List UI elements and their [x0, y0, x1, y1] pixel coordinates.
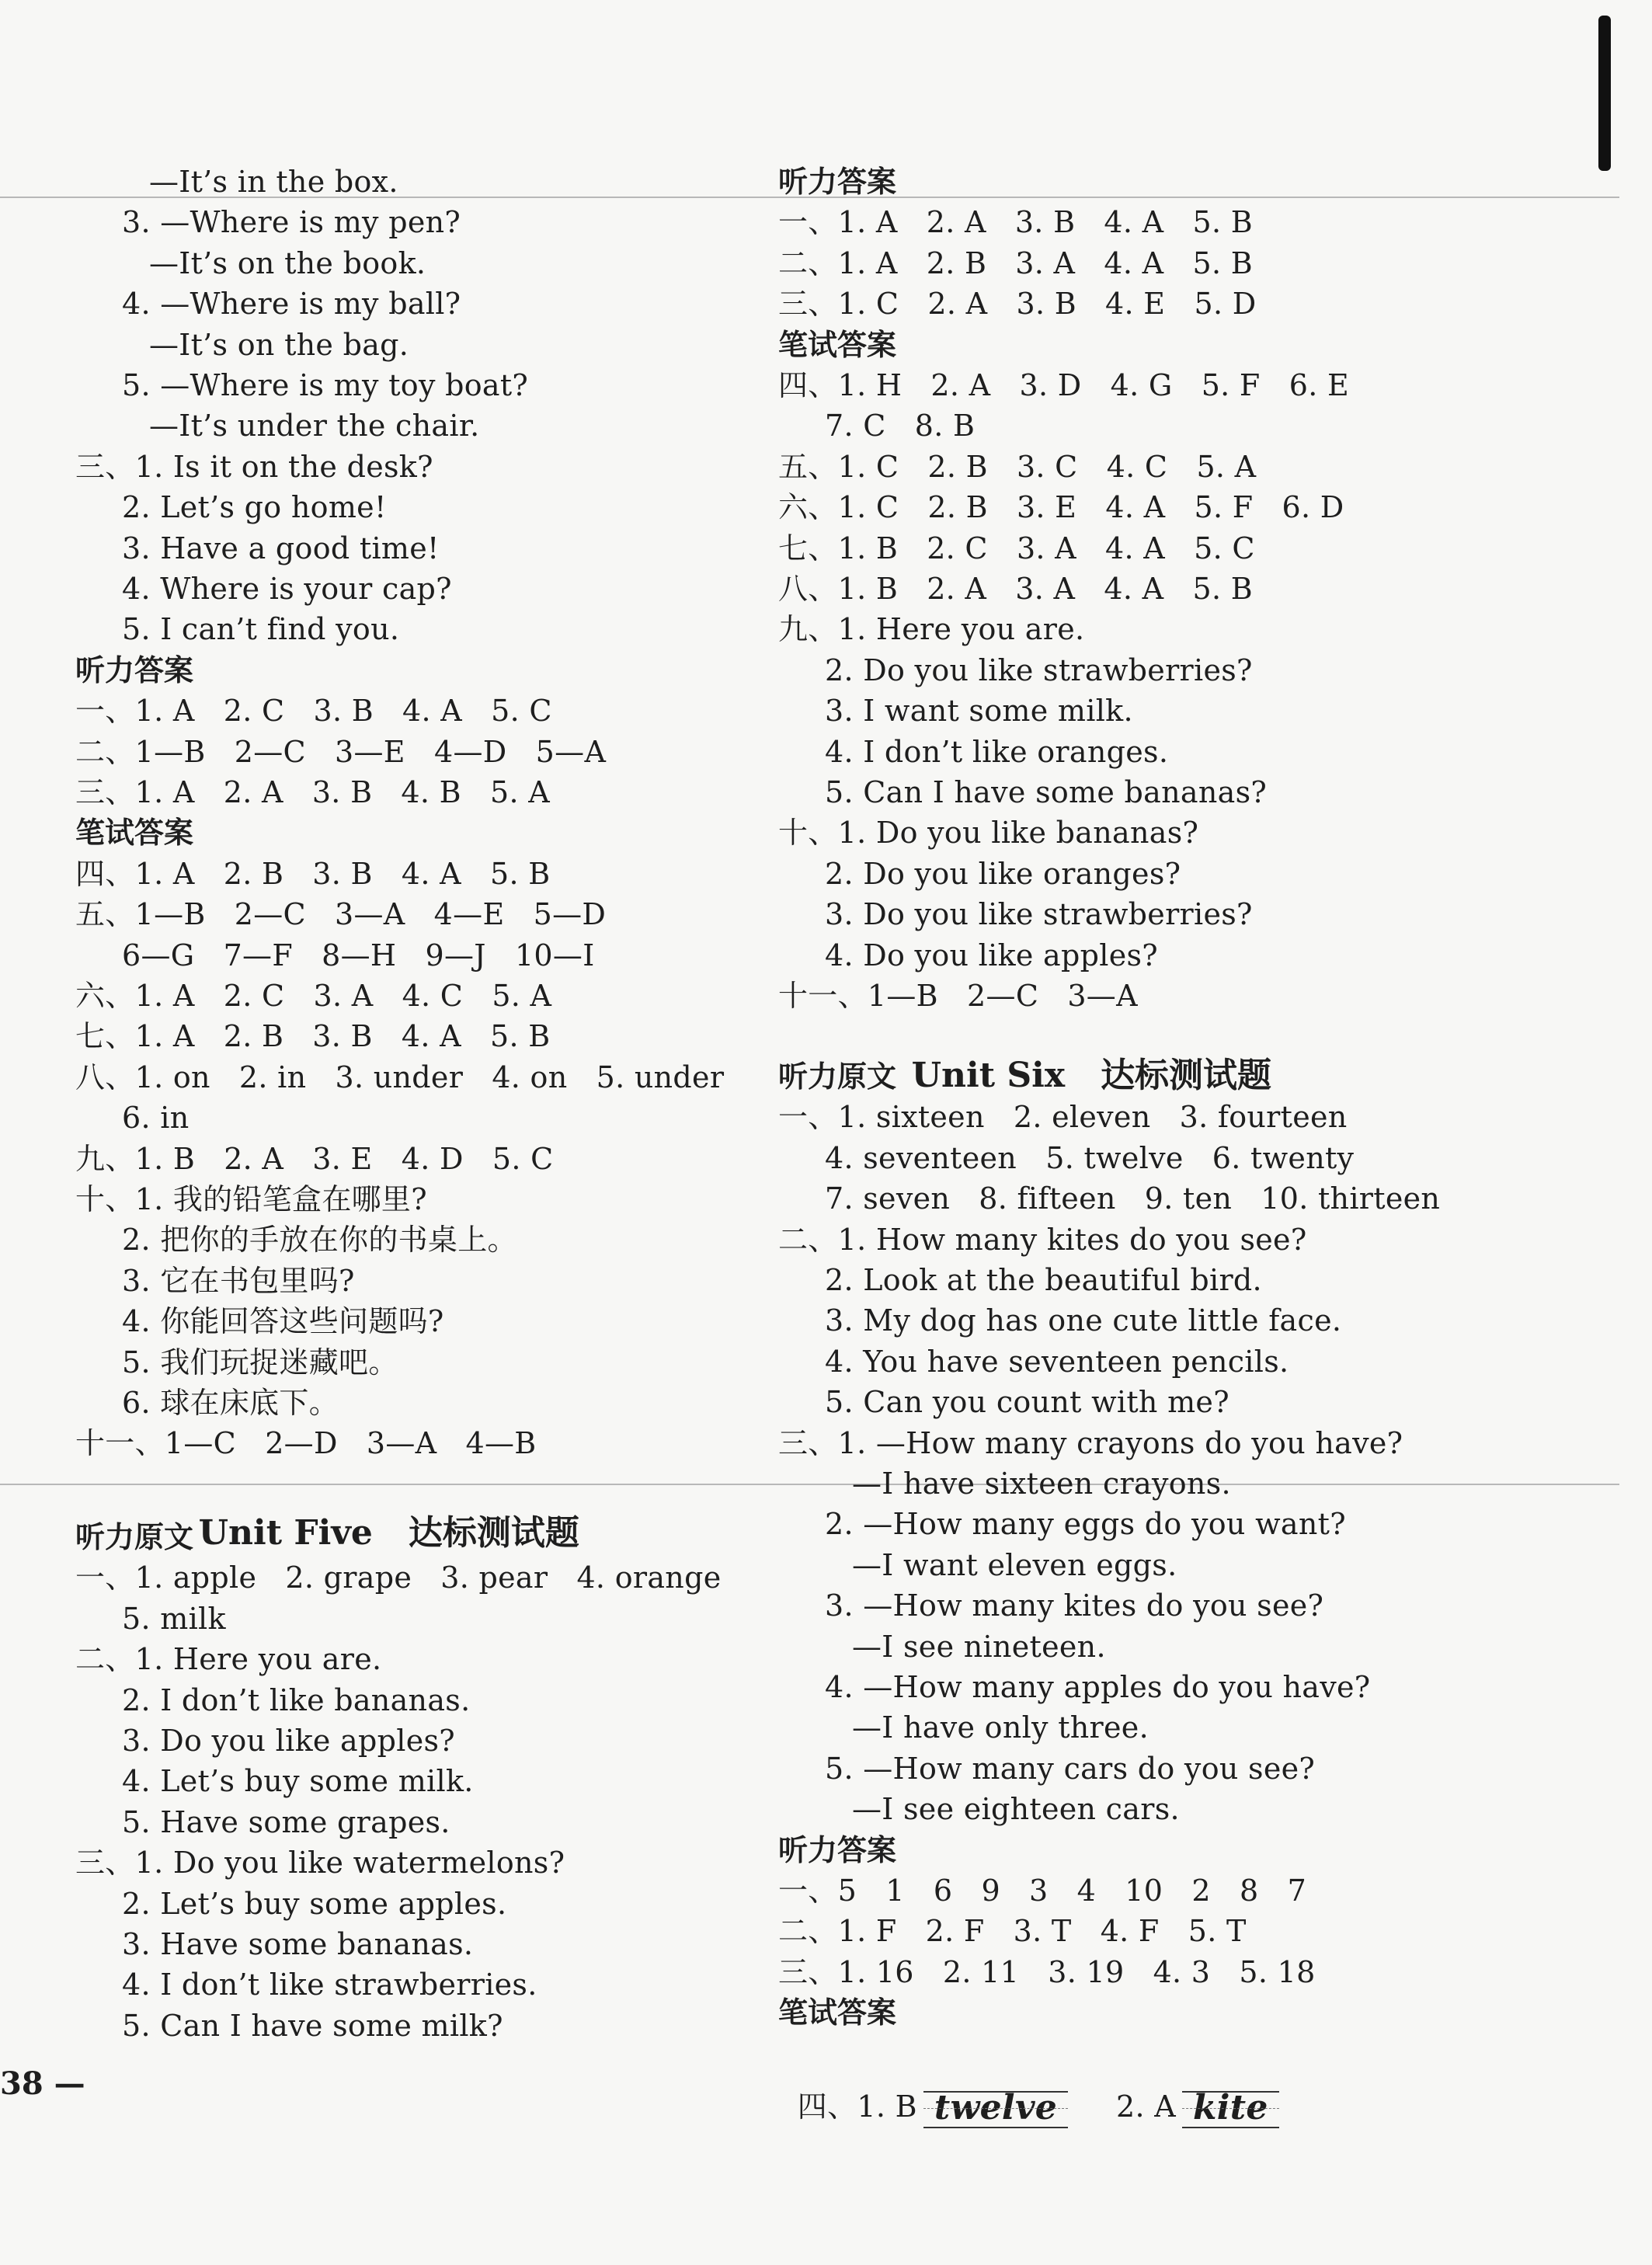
right-column — [778, 0, 1617, 2265]
section-heading: 笔试答案 — [778, 327, 897, 362]
text-line: 七、1. B 2. C 3. A 4. A 5. C — [778, 531, 1255, 565]
text-line: 二、1. How many kites do you see? — [778, 1222, 1307, 1257]
text-line: 3. I want some milk. — [825, 694, 1133, 729]
text-line: 2. Look at the beautiful bird. — [825, 1263, 1262, 1297]
section-heading: 听力原文 — [75, 1520, 194, 1554]
unit-six-en: Unit Six — [911, 1056, 1066, 1095]
section-heading: 笔试答案 — [778, 1995, 897, 2030]
text-line: 三、1. A 2. A 3. B 4. B 5. A — [75, 775, 551, 809]
text-line: 5. I can’t find you. — [122, 612, 400, 647]
text-line: 4. seventeen 5. twelve 6. twenty — [825, 1140, 1355, 1175]
text-line: 一、1. sixteen 2. eleven 3. fourteen — [778, 1100, 1348, 1135]
text-line: 3. —How many kites do you see? — [825, 1588, 1324, 1623]
text-line: 三、1. —How many crayons do you have? — [778, 1425, 1403, 1460]
text-line: 2. 把你的手放在你的书桌上。 — [122, 1223, 517, 1258]
text-line: 5. Can I have some bananas? — [825, 775, 1268, 809]
text-line: 八、1. on 2. in 3. under 4. on 5. under — [75, 1059, 725, 1094]
text-line: 5. Can I have some milk? — [122, 2008, 503, 2043]
unit-five-en: Unit Five — [198, 1513, 373, 1553]
text-line: 4. I don’t like oranges. — [825, 734, 1169, 769]
unit-five-cn: 达标测试题 — [408, 1513, 579, 1553]
text-line: —I want eleven eggs. — [852, 1547, 1177, 1582]
text-line: 十一、1—C 2—D 3—A 4—B — [75, 1426, 537, 1461]
text-line: 八、1. B 2. A 3. A 4. A 5. B — [778, 572, 1254, 606]
section-heading: 听力答案 — [778, 165, 897, 199]
text-line: 十一、1—B 2—C 3—A — [778, 979, 1138, 1013]
section-heading: 听力原文 — [778, 1059, 897, 1094]
text-line: 四、1. H 2. A 3. D 4. G 5. F 6. E — [778, 368, 1350, 402]
text-line: 4. I don’t like strawberries. — [122, 1968, 537, 2002]
text-line: 2. Do you like strawberries? — [825, 652, 1253, 687]
handwritten-answer-1: twelve — [923, 2091, 1068, 2128]
text-line: 十、1. Do you like bananas? — [778, 816, 1199, 851]
text-line: 5. —How many cars do you see? — [825, 1751, 1316, 1786]
text-line: —I have sixteen crayons. — [852, 1467, 1231, 1501]
text-line: 4. Do you like apples? — [825, 938, 1158, 972]
text-line: —It’s on the book. — [149, 245, 426, 280]
text-line: 九、1. Here you are. — [778, 612, 1085, 647]
text-line: 五、1—B 2—C 3—A 4—E 5—D — [75, 897, 607, 932]
text-line: 4. Let’s buy some milk. — [122, 1764, 474, 1799]
text-line: 三、1. 16 2. 11 3. 19 4. 3 5. 18 — [778, 1954, 1316, 1989]
unit-six-cn: 达标测试题 — [1101, 1056, 1272, 1095]
text-line: 7. seven 8. fifteen 9. ten 10. thirteen — [825, 1181, 1441, 1216]
section-heading: 听力答案 — [778, 1832, 897, 1867]
text-line: 3. Have a good time! — [122, 531, 440, 565]
text-line: 三、1. C 2. A 3. B 4. E 5. D — [778, 287, 1257, 322]
text-line: 一、5 1 6 9 3 4 10 2 8 7 — [778, 1874, 1307, 1908]
section-heading: 听力答案 — [75, 652, 194, 687]
text-line: 5. Can you count with me? — [825, 1385, 1229, 1420]
text-line: 4. —Where is my ball? — [122, 287, 461, 322]
text-line: 2. Let’s go home! — [122, 490, 387, 525]
text-line: 3. 它在书包里吗? — [122, 1263, 355, 1298]
text-line: 3. Do you like strawberries? — [825, 897, 1253, 932]
final-answer-line — [778, 2037, 1279, 2128]
text-line: —I have only three. — [852, 1710, 1149, 1745]
text-line: —I see nineteen. — [852, 1629, 1106, 1664]
text-line: 3. Do you like apples? — [122, 1724, 455, 1758]
text-line: 3. Have some bananas. — [122, 1927, 474, 1961]
text-line: 一、1. apple 2. grape 3. pear 4. orange — [75, 1560, 722, 1595]
text-line: 4. You have seventeen pencils. — [825, 1344, 1289, 1379]
left-column — [75, 0, 774, 2265]
final-answer-a: 四、1. B — [797, 2089, 917, 2124]
text-line: 5. 我们玩捉迷藏吧。 — [122, 1345, 398, 1380]
text-line: 4. Where is your cap? — [122, 572, 452, 606]
text-line: 6—G 7—F 8—H 9—J 10—I — [122, 938, 595, 972]
text-line: 六、1. C 2. B 3. E 4. A 5. F 6. D — [778, 490, 1344, 525]
text-line: 七、1. A 2. B 3. B 4. A 5. B — [75, 1019, 551, 1054]
section-heading: 笔试答案 — [75, 816, 194, 851]
text-line: —It’s in the box. — [149, 165, 398, 199]
final-answer-b: 2. A — [1116, 2089, 1176, 2124]
text-line: 十、1. 我的铅笔盒在哪里? — [75, 1182, 427, 1216]
text-line: 二、1. Here you are. — [75, 1642, 382, 1677]
text-line: —It’s on the bag. — [149, 327, 409, 362]
text-line: 六、1. A 2. C 3. A 4. C 5. A — [75, 979, 552, 1013]
text-line: 四、1. A 2. B 3. B 4. A 5. B — [75, 856, 551, 891]
text-line: 二、1—B 2—C 3—E 4—D 5—A — [75, 734, 607, 769]
text-line: 二、1. A 2. B 3. A 4. A 5. B — [778, 245, 1254, 280]
unit-five-title — [175, 1468, 579, 1555]
text-line: 一、1. A 2. C 3. B 4. A 5. C — [75, 694, 552, 729]
text-line: 3. My dog has one cute little face. — [825, 1303, 1342, 1338]
text-line: 6. in — [122, 1101, 190, 1136]
text-line: 一、1. A 2. A 3. B 4. A 5. B — [778, 205, 1254, 240]
text-line: 三、1. Do you like watermelons? — [75, 1846, 565, 1881]
text-line: 2. —How many eggs do you want? — [825, 1507, 1346, 1542]
text-line: 2. Let’s buy some apples. — [122, 1886, 507, 1921]
text-line: 7. C 8. B — [825, 409, 976, 444]
text-line: 6. 球在床底下。 — [122, 1386, 339, 1420]
text-line: 5. —Where is my toy boat? — [122, 368, 529, 402]
text-line: —I see eighteen cars. — [852, 1792, 1180, 1827]
text-line: 五、1. C 2. B 3. C 4. C 5. A — [778, 449, 1257, 484]
unit-six-title — [888, 1011, 1271, 1098]
text-line: —It’s under the chair. — [149, 409, 480, 444]
text-line: 5. Have some grapes. — [122, 1804, 450, 1839]
text-line: 2. Do you like oranges? — [825, 856, 1181, 891]
text-line: 4. —How many apples do you have? — [825, 1670, 1371, 1704]
text-line: 3. —Where is my pen? — [122, 205, 461, 240]
text-line: 5. milk — [122, 1601, 226, 1636]
text-line: 三、1. Is it on the desk? — [75, 449, 433, 484]
text-line: 二、1. F 2. F 3. T 4. F 5. T — [778, 1914, 1247, 1949]
text-line: 九、1. B 2. A 3. E 4. D 5. C — [75, 1141, 554, 1176]
text-line: 4. 你能回答这些问题吗? — [122, 1304, 444, 1339]
handwritten-answer-2: kite — [1182, 2091, 1279, 2128]
page-number: 38 — — [0, 2065, 85, 2102]
text-line: 2. I don’t like bananas. — [122, 1682, 471, 1717]
